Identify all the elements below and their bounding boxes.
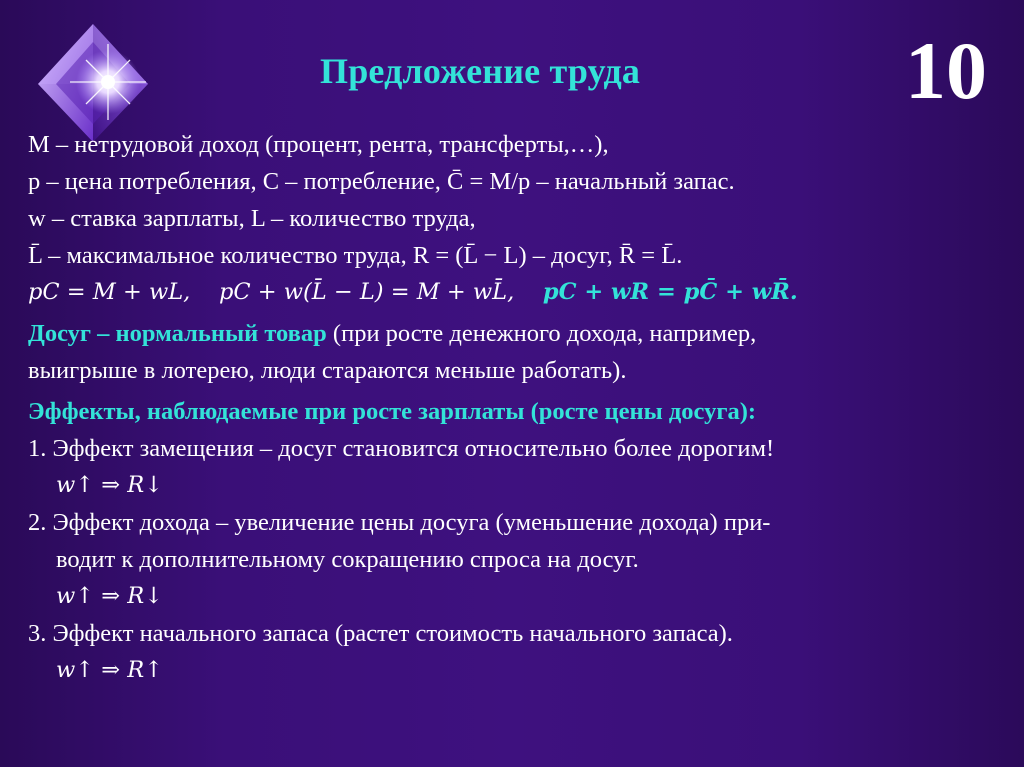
leisure-text-1: (при росте денежного дохода, например, [326,320,757,347]
leisure-highlight: Досуг – нормальный товар [28,320,327,347]
slide-body [28,126,1008,689]
effect-1-formula: w↑ ⇒ R↓ [56,472,164,498]
effect-item-2 [28,504,1008,615]
effect-2-line-1: 2. Эффект дохода – увеличение цены досуга (уменьшение дохода) при- [28,509,771,536]
budget-equations [28,274,1008,311]
effect-item-1 [28,430,1008,504]
leisure-line-1 [28,315,1008,352]
definition-line-4: L̄ – максимальное количество труда, R = (L̄ − L) – досуг, R̄ = L̄. [28,242,683,269]
effect-3-line-1: 3. Эффект начального запаса (растет стоимость начального запаса). [28,620,733,647]
budget-equation-a: pC = M + wL, [28,279,191,305]
effects-heading: Эффекты, наблюдаемые при росте зарплаты (росте цены досуга): [28,398,757,425]
slide-title: Предложение труда [320,51,641,91]
effect-2-line-2: водит к дополнительному сокращению спроса на досуг. [56,546,639,573]
definition-line-2: p – цена потребления, C – потребление, C̄ = M/p – начальный запас. [28,168,735,195]
budget-equation-b: pC + w(L̄ − L) = M + wL̄, [218,279,515,305]
definition-line-3: w – ставка зарплаты, L – количество труда, [28,205,476,232]
effect-3-formula: w↑ ⇒ R↑ [56,657,164,683]
effect-1-line-1: 1. Эффект замещения – досуг становится относительно более дорогим! [28,435,775,462]
leisure-line-2: выигрыше в лотерею, люди стараются меньше работать). [28,357,627,384]
effect-2-formula: w↑ ⇒ R↓ [56,583,164,609]
definition-line-1: M – нетрудовой доход (процент, рента, трансферты,…), [28,131,609,158]
slide-number: 10 [905,25,987,116]
budget-equation-c: pC + wR = pC̄ + wR̄. [542,279,798,305]
effect-item-3 [28,615,1008,689]
